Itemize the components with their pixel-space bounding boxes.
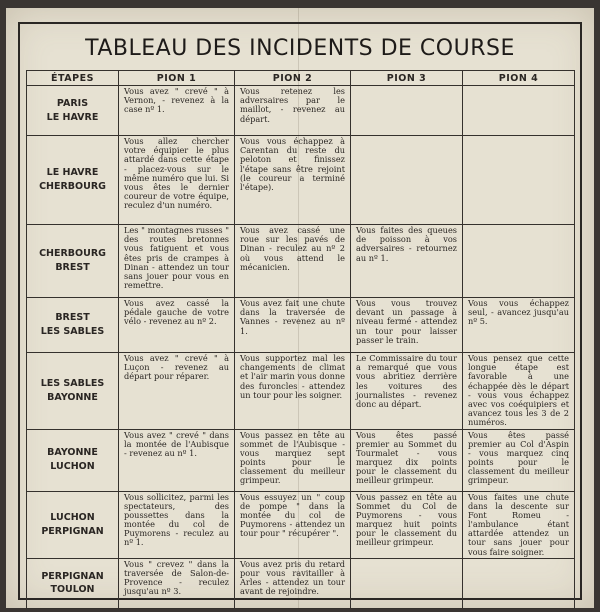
stage-label [27,491,119,558]
table-row [27,86,575,136]
incident-cell [351,86,463,136]
page-title: TABLEAU DES INCIDENTS DE COURSE [85,36,515,61]
stage-end: LUCHON [50,461,95,472]
header-pion-2: PION 2 [235,71,351,86]
incident-cell: Vous passez en tête au sommet de l'Aubisque - vous marquez sept points pour le classement du meilleur grimpeur. [235,429,351,491]
stage-start: LE HAVRE [46,167,99,179]
incident-cell [463,86,575,136]
table-row [27,558,575,608]
incident-cell: Vous retenez les adversaires par le maillot, - revenez au départ. [235,86,351,136]
stage-start: PERPIGNAN [41,570,104,582]
stage-end: LE HAVRE [46,111,99,123]
incident-cell: Vous faites une chute dans la descente sur Font Romeu - l'ambulance étant attardée attendez un tour sans jouer pour vous faire soigner. [463,491,575,558]
incident-cell: Vous " crevez " dans la traversée de Salon-de-Provence - reculez jusqu'au nº 3. [119,558,235,608]
incident-cell [463,225,575,298]
table-row [27,225,575,298]
incident-cell: Vous avez fait une chute dans la traversée de Vannes - revenez au nº 1. [235,298,351,353]
header-pion-3: PION 3 [351,71,463,86]
header-etapes: ÉTAPES [27,71,119,86]
incident-cell: Vous faites des queues de poisson à vos adversaires - retournez au nº 1. [351,225,463,298]
stage-label [27,86,119,136]
incident-cell: Vous vous échappez à Carentan du reste du peloton et finissez l'étape sans être rejoint (le coureur a terminé l'étape). [235,136,351,225]
incident-cell: Vous avez " crevé " à Vernon, - revenez à la case nº 1. [119,86,235,136]
incident-cell [351,136,463,225]
incident-cell: Vous êtes passé premier au Col d'Aspin - vous marquez cinq points pour le classement du meilleur grimpeur. [463,429,575,491]
stage-label [27,558,119,608]
stage-end: PERPIGNAN [41,525,104,537]
stage-label [27,429,119,491]
incident-cell: Vous vous trouvez devant un passage à niveau fermé - attendez un tour pour laisser passer le train. [351,298,463,353]
incident-cell: Vous pensez que cette longue étape est favorable à une échappée dès le départ - vous vous échappez avec vos coéquipiers et avancez tous les 3 de 2 numéros. [463,353,575,430]
table-row [27,353,575,430]
incident-cell: Vous passez en tête au Sommet du Col de Puymorens - vous marquez huit points pour le classement du meilleur grimpeur. [351,491,463,558]
table-row [27,429,575,491]
header-row [27,71,575,86]
incident-cell: Vous êtes passé premier au Sommet du Tourmalet - vous marquez dix points pour le classement du meilleur grimpeur. [351,429,463,491]
stage-start: CHERBOURG [39,248,106,260]
incident-cell: Les " montagnes russes " des routes bretonnes vous fatiguent et vous êtes pris de crampes à Dinan - attendez un tour sans jouer pour vous en remettre. [119,225,235,298]
stage-start: BAYONNE [47,447,98,459]
stage-label [27,353,119,430]
incident-cell: Vous avez " crevé " dans la montée de l'Aubisque - revenez au nº 1. [119,429,235,491]
incident-cell: Vous sollicitez, parmi les spectateurs, des poussettes dans la montée du col de Puymorens - reculez au nº 1. [119,491,235,558]
stage-end: LES SABLES [40,326,105,337]
stage-end: TOULON [50,584,95,596]
incident-cell: Vous avez cassé une roue sur les pavés de Dinan - reculez au nº 2 où vous attend le mécanicien. [235,225,351,298]
header-pion-1: PION 1 [119,71,235,86]
stage-label [27,298,119,353]
incident-cell: Le Commissaire du tour a remarqué que vous vous abritiez derrière les voitures des journalistes - revenez donc au départ. [351,353,463,430]
table-row [27,136,575,225]
header-pion-4: PION 4 [463,71,575,86]
table-frame [18,22,582,600]
stage-label [27,136,119,225]
incident-cell: Vous essuyez un " coup de pompe " dans la montée du col de Puymorens - attendez un tour pour " récupérer ". [235,491,351,558]
incident-cell [463,136,575,225]
incident-cell: Vous avez " crevé " à Luçon - revenez au départ pour réparer. [119,353,235,430]
incident-cell: Vous avez pris du retard pour vous ravitailler à Arles - attendez un tour avant de rejoindre. [235,558,351,608]
table-row [27,298,575,353]
stage-end: CHERBOURG [39,181,106,192]
incidents-table [26,70,575,609]
stage-start: BREST [55,312,90,324]
table-row [27,491,575,558]
incident-cell: Vous avez cassé la pédale gauche de votre vélo - revenez au nº 2. [119,298,235,353]
incident-cell: Vous supportez mal les changements de climat et l'air marin vous donne des furoncles - attendez un tour pour les soigner. [235,353,351,430]
incident-cell: Vous vous échappez seul, - avancez jusqu'au nº 5. [463,298,575,353]
stage-start: LES SABLES [40,377,105,389]
incident-cell: Vous allez chercher votre équipier le plus attardé dans cette étape - placez-vous sur le même numéro que lui. Si vous êtes le dernier coureur de votre équipe, reculez d'un numéro. [119,136,235,225]
incident-cell [463,558,575,608]
stage-end: BREST [55,262,90,273]
stage-start: PARIS [56,97,89,109]
stage-start: LUCHON [50,511,95,523]
game-sheet [6,8,594,608]
stage-label [27,225,119,298]
incident-cell [351,558,463,608]
stage-end: BAYONNE [47,391,98,403]
